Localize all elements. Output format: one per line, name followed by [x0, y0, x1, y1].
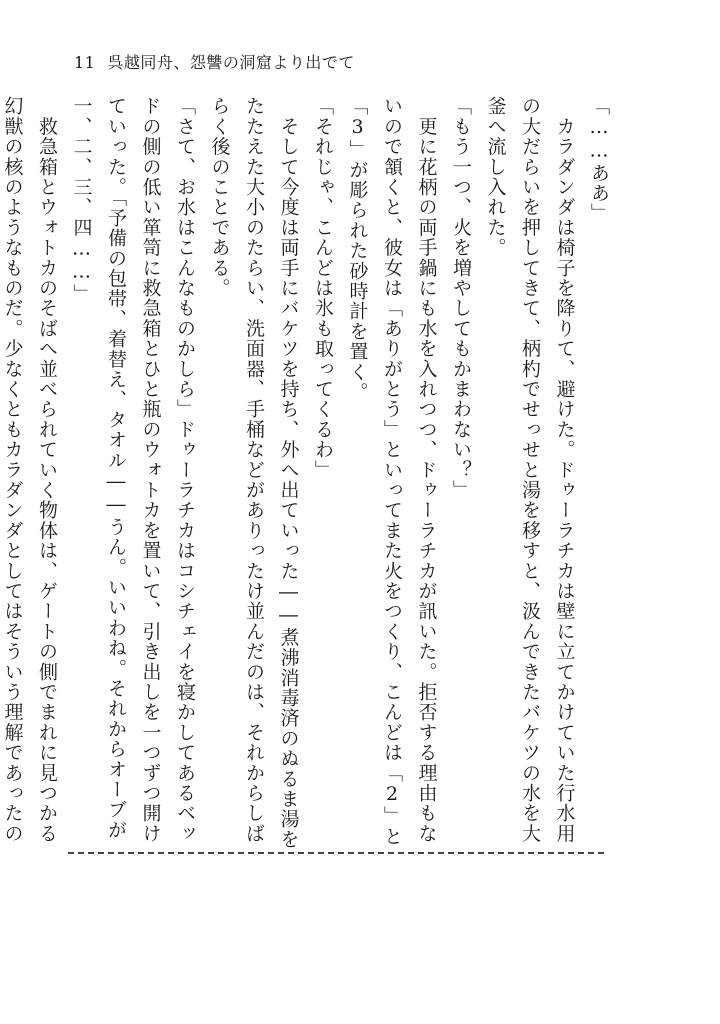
page-break-rule — [68, 852, 604, 854]
paragraph: 「それじゃ、こんどは氷も取ってくるわ」 — [312, 96, 334, 480]
body-text — [0, 96, 616, 856]
paragraph: カラダンダは椅子を降りて、避けた。ドゥーラチカは壁に立てかけていた行水用の大だらいを押してきて、柄杓でせっせと湯を移すと、汲んできたバケツの水を大釜へ流し入れた。 — [484, 96, 576, 844]
paragraph: そして今度は両手にバケツを持ち、外へ出ていった――煮沸消毒済のぬるま湯をたたえた大小のたらい、洗面器、手桶などがありったけ並んだのは、それからしばらく後のことである。 — [208, 96, 300, 850]
paragraph: 「もう一つ、火を増やしてもかまわない？」 — [450, 96, 472, 500]
chapter-title: 呉越同舟、怨讐の洞窟より出でて — [107, 53, 355, 72]
paragraph: 「さて、お水はこんなものかしら」ドゥーラチカはコシチェイを寝かしてあるベッドの側の低い箪笥に救急箱とひと瓶のウォトカを置いて、引き出しを一つずつ開けていった。「予備の包帯、着替え、タオル――うん。いいわね。それからオーブが一、二、三、四……」 — [70, 96, 196, 844]
paragraph: 更に花柄の両手鍋にも水を入れつつ、ドゥーラチカが訊いた。拒否する理由もないので頷くと、彼女は「ありがとう」といってまた火をつくり、こんどは「2」と「3」が彫られた砂時計を置く。 — [346, 96, 438, 847]
paragraph: 「……ああ」 — [588, 96, 610, 224]
running-header — [74, 50, 355, 73]
page-number: 11 — [74, 53, 96, 72]
paragraph: 救急箱とウォトカのそばへ並べられていく物体は、ゲートの側でまれに見つかる幻獣の核のようなものだ。少なくともカラダンダとしてはそういう理解であったの — [1, 96, 58, 844]
